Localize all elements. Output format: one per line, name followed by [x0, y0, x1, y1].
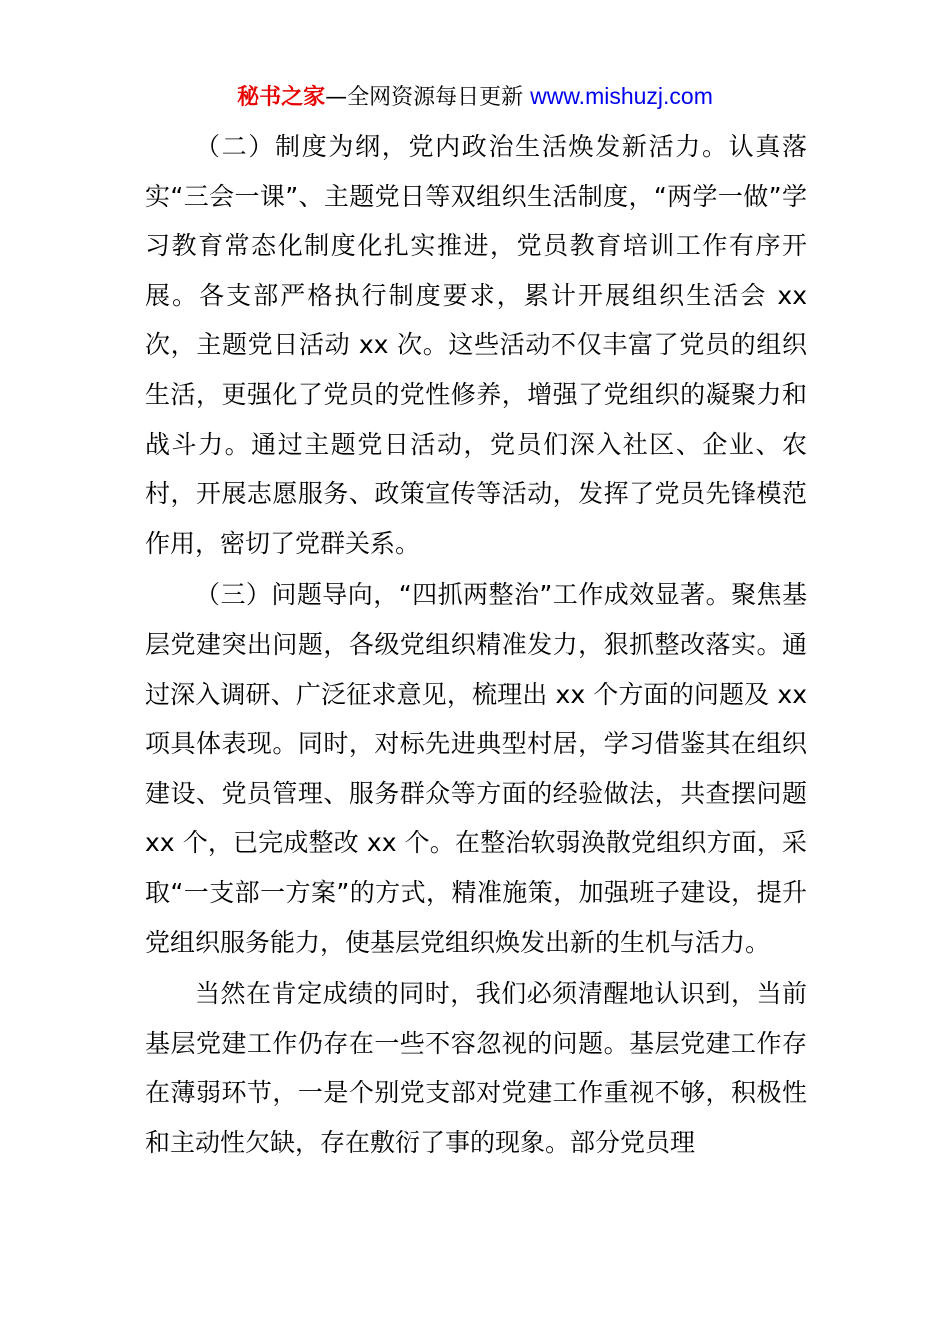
paragraph-institution: （二）制度为纲，党内政治生活焕发新活力。认真落实“三会一课”、主题党日等双组织生活制度，“两学一做”学习教育常态化制度化扎实推进，党员教育培训工作有序开展。各支部严格执行制度要求，累计开展组织生活会 xx 次，主题党日活动 xx 次。这些活动不仅丰富了党员的组织生活，更强化了党员的党性修养，增强了党组织的凝聚力和战斗力。通过主题党日活动，党员们深入社区、企业、农村，开展志愿服务、政策宣传等活动，发挥了党员先锋模范作用，密切了党群关系。	[145, 132, 807, 558]
site-tagline: —全网资源每日更新	[325, 85, 524, 110]
site-header	[0, 80, 950, 114]
paragraph-shortcomings: 当然在肯定成绩的同时，我们必须清醒地认识到，当前基层党建工作仍存在一些不容忽视的问题。基层党建工作存在薄弱环节，一是个别党支部对党建工作重视不够，积极性和主动性欠缺，存在敷衍了事的现象。部分党员理	[145, 979, 807, 1157]
site-brand: 秘书之家	[237, 85, 326, 110]
paragraph-problem-oriented: （三）问题导向，“四抓两整治”工作成效显著。聚焦基层党建突出问题，各级党组织精准发力，狠抓整改落实。通过深入调研、广泛征求意见，梳理出 xx 个方面的问题及 xx 项具体表现。同时，对标先进典型村居，学习借鉴其在组织建设、党员管理、服务群众等方面的经验做法，共查摆问题 xx 个，已完成整改 xx 个。在整治软弱涣散党组织方面，采取“一支部一方案”的方式，精准施策，加强班子建设，提升党组织服务能力，使基层党组织焕发出新的生机与活力。	[145, 580, 807, 957]
document-body	[145, 122, 807, 1167]
site-url-link[interactable]: www.mishuzj.com	[530, 83, 713, 109]
